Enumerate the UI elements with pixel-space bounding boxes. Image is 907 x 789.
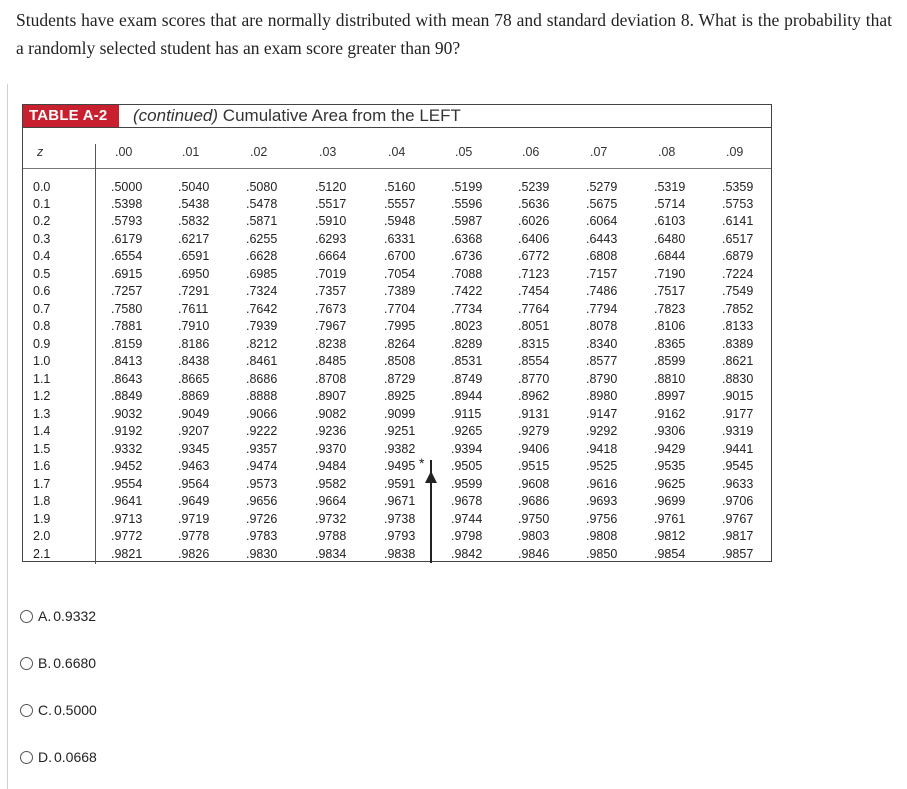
table-cell: .9147 (586, 407, 618, 421)
table-cell: .6985 (246, 267, 278, 281)
table-cell: .6026 (518, 214, 550, 228)
table-cell: .9838 (384, 547, 416, 561)
option-value: 0.6680 (53, 655, 97, 671)
table-cell: .7910 (178, 319, 210, 333)
z-value: 0.1 (33, 197, 51, 211)
table-cell: .7939 (246, 319, 278, 333)
table-cell: .8133 (722, 319, 754, 333)
table-body (22, 127, 772, 562)
table-cell: .9525 (586, 459, 618, 473)
table-cell: .8830 (722, 372, 754, 386)
table-cell: .5753 (722, 197, 754, 211)
table-cell: .5596 (451, 197, 483, 211)
z-value: 0.4 (33, 249, 51, 263)
z-value: 1.2 (33, 389, 51, 403)
radio-button[interactable] (20, 704, 33, 717)
table-cell: .8686 (246, 372, 278, 386)
table-cell: .9131 (518, 407, 550, 421)
table-cell: .8907 (315, 389, 347, 403)
table-cell: .5000 (111, 180, 143, 194)
table-caption-text: Cumulative Area from the LEFT (222, 106, 461, 125)
table-cell: .9251 (384, 424, 416, 438)
table-cell: .9713 (111, 512, 143, 526)
table-cell: .9767 (722, 512, 754, 526)
table-cell: .9207 (178, 424, 210, 438)
table-cell: .7580 (111, 302, 143, 316)
table-cell: .7486 (586, 284, 618, 298)
column-header: .04 (388, 145, 406, 159)
table-cell: .9535 (654, 459, 686, 473)
table-cell: .7549 (722, 284, 754, 298)
column-header: .07 (590, 145, 608, 159)
table-cell: .7257 (111, 284, 143, 298)
table-cell: .7123 (518, 267, 550, 281)
answer-option-b[interactable] (20, 653, 96, 673)
option-letter: A. (38, 608, 52, 624)
option-letter: C. (38, 702, 52, 718)
column-header: .08 (658, 145, 676, 159)
table-cell: .6517 (722, 232, 754, 246)
z-value: 0.2 (33, 214, 51, 228)
table-cell: .9115 (451, 407, 482, 421)
column-header: .00 (115, 145, 133, 159)
table-cell: .9808 (586, 529, 618, 543)
table-cell: .6368 (451, 232, 483, 246)
table-cell: .7454 (518, 284, 550, 298)
table-cell: .6255 (246, 232, 278, 246)
table-cell: .8708 (315, 372, 347, 386)
radio-button[interactable] (20, 610, 33, 623)
lookup-arrow-icon (425, 471, 437, 483)
table-cell: .9370 (315, 442, 347, 456)
content-frame-line (7, 84, 8, 789)
table-cell: .8729 (384, 372, 416, 386)
table-cell: .8315 (518, 337, 550, 351)
table-cell: .9812 (654, 529, 686, 543)
table-cell: .9177 (722, 407, 754, 421)
option-value: 0.5000 (54, 702, 97, 718)
table-cell: .8438 (178, 354, 210, 368)
table-cell: .7019 (315, 267, 347, 281)
answer-option-a[interactable] (20, 606, 96, 626)
table-cell: .7673 (315, 302, 347, 316)
table-cell: .6141 (722, 214, 754, 228)
column-header: .02 (250, 145, 268, 159)
table-cell: .9686 (518, 494, 550, 508)
table-cell: .9671 (384, 494, 416, 508)
table-cell: .8531 (451, 354, 483, 368)
z-value: 1.4 (33, 424, 51, 438)
table-cell: .5832 (178, 214, 210, 228)
table-cell: .6331 (384, 232, 416, 246)
table-cell: .9772 (111, 529, 143, 543)
table-cell: .8023 (451, 319, 483, 333)
table-cell: .9319 (722, 424, 754, 438)
option-value: 0.0668 (54, 749, 97, 765)
table-cell: .6293 (315, 232, 347, 246)
table-cell: .6915 (111, 267, 143, 281)
z-value: 0.6 (33, 284, 51, 298)
table-cell: .9099 (384, 407, 416, 421)
table-cell: .7611 (178, 302, 209, 316)
table-cell: .9788 (315, 529, 347, 543)
table-cell: .7734 (451, 302, 483, 316)
option-letter: D. (38, 749, 52, 765)
table-cell: .7704 (384, 302, 416, 316)
table-cell: .9803 (518, 529, 550, 543)
table-cell: .7157 (586, 267, 618, 281)
z-column-rule (95, 144, 96, 564)
table-cell: .8643 (111, 372, 143, 386)
table-cell: .5987 (451, 214, 483, 228)
table-cell: .8078 (586, 319, 618, 333)
table-cell: .7190 (654, 267, 686, 281)
table-cell: .9162 (654, 407, 686, 421)
z-value: 0.0 (33, 180, 51, 194)
table-cell: .5160 (384, 180, 416, 194)
table-cell: .9452 (111, 459, 143, 473)
table-cell: .9778 (178, 529, 210, 543)
table-cell: .8365 (654, 337, 686, 351)
table-cell: .9505 (451, 459, 483, 473)
table-cell: .5636 (518, 197, 550, 211)
z-value: 0.7 (33, 302, 51, 316)
z-value: 0.9 (33, 337, 51, 351)
table-cell: .6480 (654, 232, 686, 246)
table-cell: .9854 (654, 547, 686, 561)
table-cell: .6554 (111, 249, 143, 263)
table-cell: .9015 (722, 389, 754, 403)
table-cell: .8997 (654, 389, 686, 403)
option-value: 0.9332 (53, 608, 97, 624)
z-value: 2.1 (33, 547, 51, 561)
table-cell: .5080 (246, 180, 278, 194)
table-cell: .8810 (654, 372, 686, 386)
header-rule (23, 168, 771, 169)
table-cell: .5040 (178, 180, 210, 194)
table-cell: .8577 (586, 354, 618, 368)
column-header: .06 (522, 145, 540, 159)
radio-button[interactable] (20, 751, 33, 764)
table-cell: .9418 (586, 442, 618, 456)
table-cell: .9738 (384, 512, 416, 526)
table-cell: .7422 (451, 284, 483, 298)
table-cell: .8925 (384, 389, 416, 403)
table-cell: .6879 (722, 249, 754, 263)
table-cell: .7291 (178, 284, 210, 298)
table-cell: .9463 (178, 459, 210, 473)
table-cell: .8212 (246, 337, 278, 351)
table-cell: .9761 (654, 512, 686, 526)
table-cell: .9732 (315, 512, 347, 526)
table-cell: .8106 (654, 319, 686, 333)
table-cell: .5319 (654, 180, 686, 194)
z-table (22, 104, 772, 561)
table-cell: .9394 (451, 442, 483, 456)
table-cell: .9834 (315, 547, 347, 561)
table-cell: .9591 (384, 477, 416, 491)
table-cell: .9265 (451, 424, 483, 438)
table-cell: .5675 (586, 197, 618, 211)
table-cell: .9693 (586, 494, 618, 508)
table-cell: .9798 (451, 529, 483, 543)
table-cell: .6700 (384, 249, 416, 263)
table-cell: .8962 (518, 389, 550, 403)
table-cell: .5557 (384, 197, 416, 211)
table-cell: .9429 (654, 442, 686, 456)
table-cell: .9756 (586, 512, 618, 526)
table-cell: .6808 (586, 249, 618, 263)
table-cell: .9850 (586, 547, 618, 561)
table-cell: .7794 (586, 302, 618, 316)
table-cell: .9554 (111, 477, 143, 491)
table-cell: .5279 (586, 180, 618, 194)
lookup-star: * (419, 455, 425, 471)
table-cell: .5910 (315, 214, 347, 228)
radio-button[interactable] (20, 657, 33, 670)
z-value: 2.0 (33, 529, 51, 543)
table-cell: .9649 (178, 494, 210, 508)
table-cell: .8749 (451, 372, 483, 386)
table-cell: .9406 (518, 442, 550, 456)
table-cell: .9279 (518, 424, 550, 438)
table-cell: .5478 (246, 197, 278, 211)
table-cell: .9032 (111, 407, 143, 421)
z-value: 1.9 (33, 512, 51, 526)
table-cell: .6844 (654, 249, 686, 263)
table-cell: .7517 (654, 284, 686, 298)
table-cell: .5517 (315, 197, 347, 211)
table-cell: .8413 (111, 354, 143, 368)
table-cell: .8944 (451, 389, 483, 403)
table-cell: .9222 (246, 424, 278, 438)
table-cell: .5398 (111, 197, 143, 211)
column-header: .05 (455, 145, 473, 159)
table-cell: .9830 (246, 547, 278, 561)
table-cell: .9846 (518, 547, 550, 561)
table-cell: .7054 (384, 267, 416, 281)
table-cell: .9345 (178, 442, 210, 456)
table-cell: .5359 (722, 180, 754, 194)
table-cell: .6406 (518, 232, 550, 246)
table-cell: .9744 (451, 512, 483, 526)
table-cell: .5793 (111, 214, 143, 228)
table-cell: .9706 (722, 494, 754, 508)
table-cell: .9582 (315, 477, 347, 491)
table-cell: .9573 (246, 477, 278, 491)
table-cell: .7642 (246, 302, 278, 316)
table-cell: .9608 (518, 477, 550, 491)
table-cell: .8238 (315, 337, 347, 351)
option-letter: B. (38, 655, 52, 671)
table-cell: .8264 (384, 337, 416, 351)
z-value: 1.7 (33, 477, 51, 491)
table-cell: .9678 (451, 494, 483, 508)
table-cell: .9857 (722, 547, 754, 561)
table-caption-italic: (continued) (133, 106, 219, 125)
table-cell: .9515 (518, 459, 550, 473)
table-cell: .8770 (518, 372, 550, 386)
table-cell: .9236 (315, 424, 347, 438)
table-cell: .6217 (178, 232, 210, 246)
table-cell: .6591 (178, 249, 210, 263)
table-cell: .5199 (451, 180, 483, 194)
table-cell: .9616 (586, 477, 618, 491)
table-cell: .8159 (111, 337, 143, 351)
table-cell: .9357 (246, 442, 278, 456)
table-cell: .6064 (586, 214, 618, 228)
table-cell: .5239 (518, 180, 550, 194)
table-header (22, 104, 772, 127)
table-cell: .8186 (178, 337, 210, 351)
table-cell: .9664 (315, 494, 347, 508)
table-cell: .5714 (654, 197, 686, 211)
table-cell: .7389 (384, 284, 416, 298)
table-cell: .7224 (722, 267, 754, 281)
table-cell: .9793 (384, 529, 416, 543)
table-cell: .5871 (246, 214, 278, 228)
table-cell: .5120 (315, 180, 347, 194)
column-header: .01 (182, 145, 200, 159)
table-cell: .9719 (178, 512, 210, 526)
table-cell: .9332 (111, 442, 143, 456)
column-header-z: z (37, 145, 44, 159)
answer-option-d[interactable] (20, 747, 97, 767)
table-cell: .9564 (178, 477, 210, 491)
table-cell: .9474 (246, 459, 278, 473)
table-cell: .9750 (518, 512, 550, 526)
table-cell: .9484 (315, 459, 347, 473)
table-cell: .7088 (451, 267, 483, 281)
table-cell: .9633 (722, 477, 754, 491)
table-cell: .8485 (315, 354, 347, 368)
table-cell: .8888 (246, 389, 278, 403)
table-cell: .7852 (722, 302, 754, 316)
table-cell: .8289 (451, 337, 483, 351)
question-text: Students have exam scores that are normally distributed with mean 78 and standard deviation 8. What is the probability that a randomly selected student has an exam score greater than 90? (16, 10, 892, 58)
table-cell: .9306 (654, 424, 686, 438)
table-cell: .9066 (246, 407, 278, 421)
table-cell: .6664 (315, 249, 347, 263)
table-cell: .8389 (722, 337, 754, 351)
z-value: 1.1 (33, 372, 51, 386)
table-cell: .8790 (586, 372, 618, 386)
z-value: 1.6 (33, 459, 51, 473)
table-cell: .7967 (315, 319, 347, 333)
table-cell: .7324 (246, 284, 278, 298)
table-cell: .7764 (518, 302, 550, 316)
table-cell: .9641 (111, 494, 143, 508)
table-cell: .7995 (384, 319, 416, 333)
table-cell: .8980 (586, 389, 618, 403)
z-value: 1.0 (33, 354, 51, 368)
column-header: .09 (726, 145, 744, 159)
table-cell: .8554 (518, 354, 550, 368)
table-cell: .8599 (654, 354, 686, 368)
table-cell: .6950 (178, 267, 210, 281)
z-value: 1.8 (33, 494, 51, 508)
table-cell: .7881 (111, 319, 143, 333)
z-value: 0.3 (33, 232, 51, 246)
table-cell: .8665 (178, 372, 210, 386)
table-cell: .9783 (246, 529, 278, 543)
table-cell: .8621 (722, 354, 754, 368)
table-cell: .6772 (518, 249, 550, 263)
table-cell: .9049 (178, 407, 210, 421)
table-cell: .6628 (246, 249, 278, 263)
table-cell: .5948 (384, 214, 416, 228)
table-cell: .6443 (586, 232, 618, 246)
table-cell: .9842 (451, 547, 483, 561)
table-cell: .8508 (384, 354, 416, 368)
table-cell: .6103 (654, 214, 686, 228)
table-cell: .6179 (111, 232, 143, 246)
table-cell: .8849 (111, 389, 143, 403)
table-cell: .8869 (178, 389, 210, 403)
table-cell: .7357 (315, 284, 347, 298)
table-cell: .9726 (246, 512, 278, 526)
table-label: TABLE A-2 (23, 105, 119, 127)
table-cell: .9082 (315, 407, 347, 421)
table-cell: .9699 (654, 494, 686, 508)
table-cell: .9292 (586, 424, 618, 438)
table-cell: .5438 (178, 197, 210, 211)
z-value: 1.5 (33, 442, 51, 456)
column-header: .03 (319, 145, 337, 159)
answer-option-c[interactable] (20, 700, 97, 720)
z-value: 0.8 (33, 319, 51, 333)
table-cell: .9599 (451, 477, 483, 491)
table-cell: .8051 (518, 319, 550, 333)
table-cell: .9382 (384, 442, 416, 456)
table-cell: .8340 (586, 337, 618, 351)
table-cell: .7823 (654, 302, 686, 316)
table-cell: .9625 (654, 477, 686, 491)
table-cell: .9817 (722, 529, 754, 543)
table-cell: .9826 (178, 547, 210, 561)
table-cell: .9821 (111, 547, 143, 561)
z-value: 0.5 (33, 267, 51, 281)
table-cell: .9192 (111, 424, 143, 438)
z-value: 1.3 (33, 407, 51, 421)
table-cell: .9495 (384, 459, 416, 473)
table-cell: .9656 (246, 494, 278, 508)
table-cell: .9441 (722, 442, 754, 456)
table-cell: .9545 (722, 459, 754, 473)
table-cell: .8461 (246, 354, 278, 368)
table-caption (133, 105, 461, 127)
table-cell: .6736 (451, 249, 483, 263)
